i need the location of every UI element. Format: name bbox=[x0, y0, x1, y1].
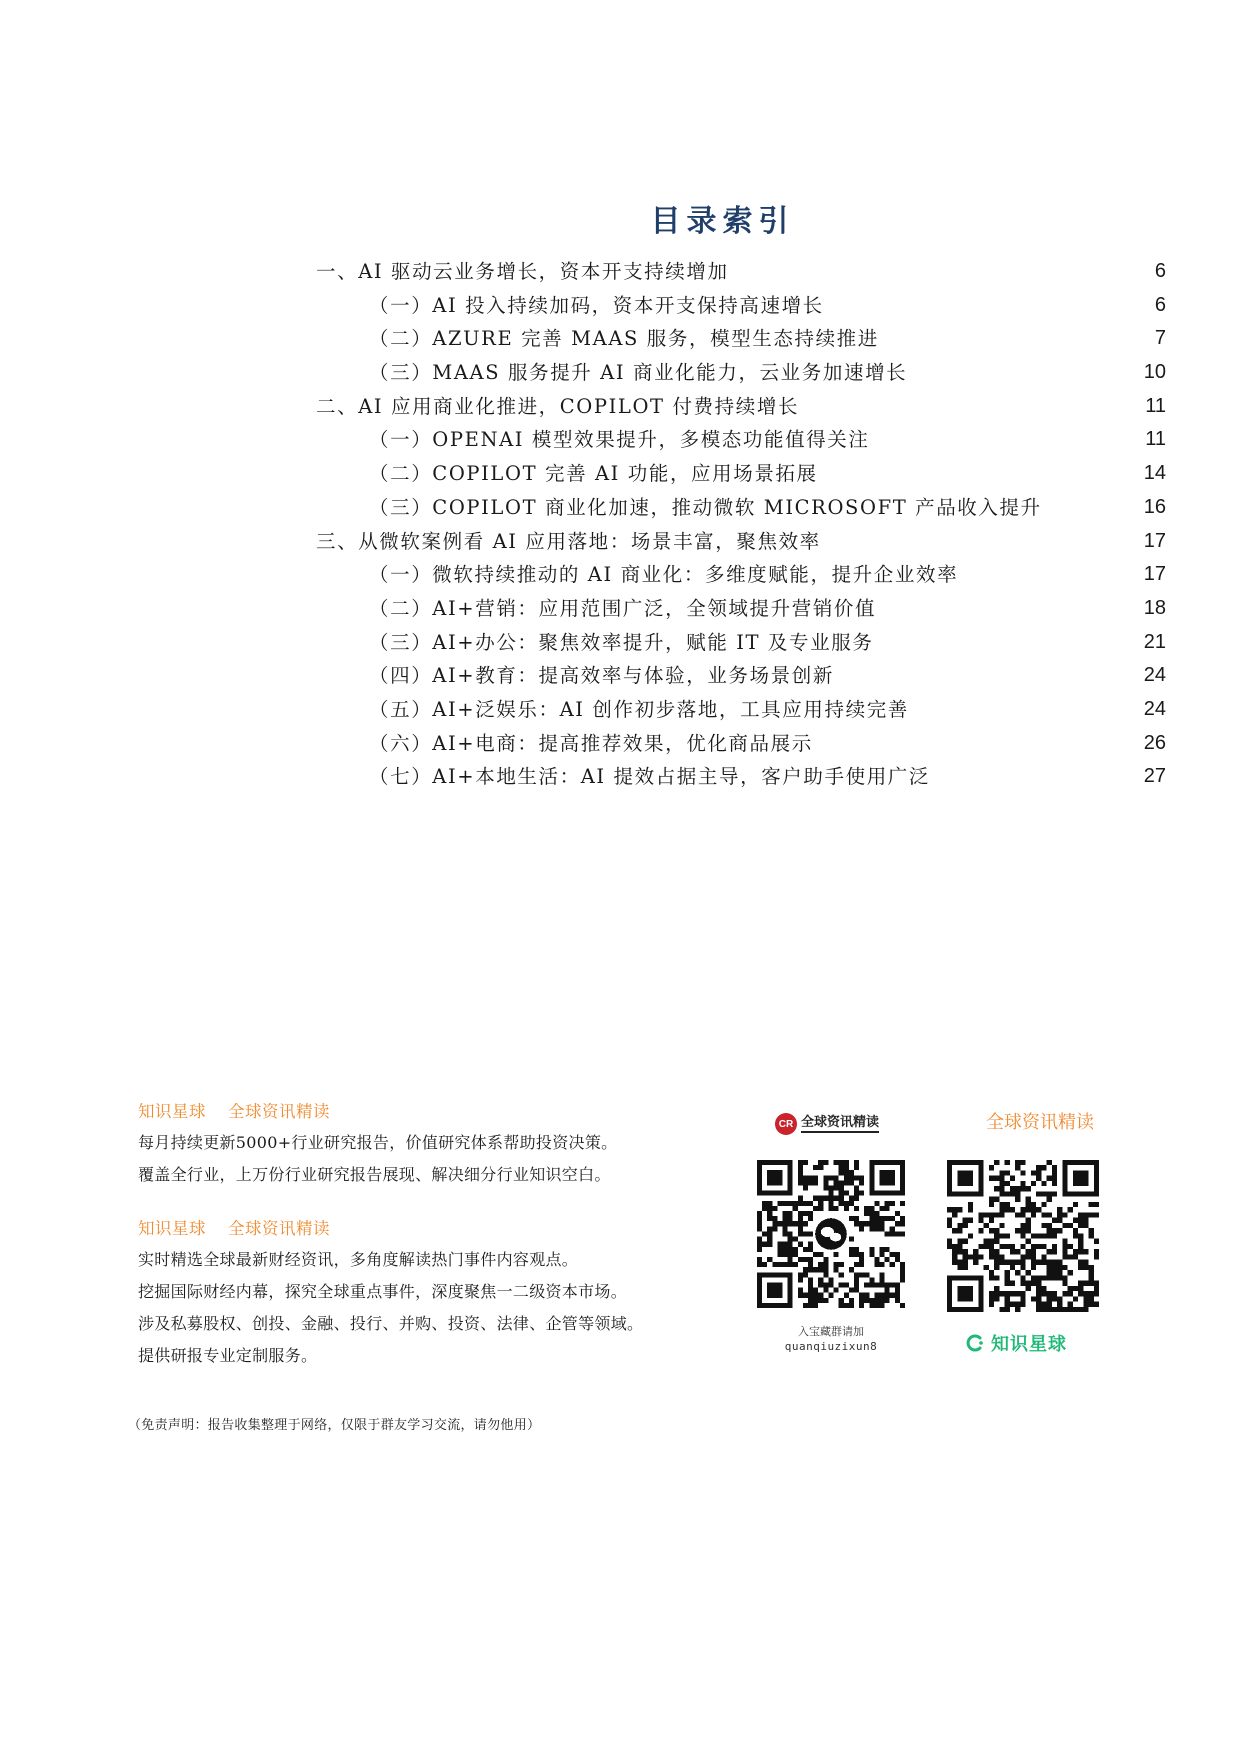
promo-heading-sub: 全球资讯精读 bbox=[228, 1102, 330, 1121]
promo-line: 每月持续更新5000+行业研究报告，价值研究体系帮助投资决策。 bbox=[138, 1133, 618, 1152]
toc-entry-page: 11 bbox=[1145, 394, 1166, 417]
toc-entry-title: （二）AI+营销：应用范围广泛，全领域提升营销价值 bbox=[369, 596, 877, 620]
toc-entry-title: （三）COPILOT 商业化加速，推动微软 MICROSOFT 产品收入提升 bbox=[369, 495, 1042, 519]
toc-entry[interactable] bbox=[316, 423, 1166, 457]
toc-entry-title: （一）OPENAI 模型效果提升，多模态功能值得关注 bbox=[369, 428, 870, 452]
toc-entry[interactable] bbox=[316, 760, 1166, 794]
toc-entry[interactable] bbox=[316, 558, 1166, 592]
qr-right-heading: 全球资讯精读 bbox=[986, 1112, 1094, 1133]
toc-entry-title: （一）AI 投入持续加码，资本开支保持高速增长 bbox=[369, 293, 824, 317]
toc-title: 目录索引 bbox=[650, 204, 795, 239]
toc-entry-page: 16 bbox=[1143, 495, 1166, 518]
toc-entry-page: 21 bbox=[1143, 630, 1166, 653]
promo-line: 涉及私募股权、创投、金融、投行、并购、投资、法律、企管等领域。 bbox=[138, 1314, 644, 1333]
toc-entry[interactable] bbox=[316, 727, 1166, 761]
toc-entry[interactable] bbox=[316, 322, 1166, 356]
zsxq-brand bbox=[965, 1330, 1067, 1356]
toc-entry-page: 18 bbox=[1143, 596, 1166, 619]
zsxq-logo-icon bbox=[965, 1333, 985, 1353]
toc-entry-page: 17 bbox=[1143, 563, 1166, 586]
toc-entry-page: 6 bbox=[1154, 293, 1166, 316]
cr-brand-text: 全球资讯精读 bbox=[801, 1115, 879, 1133]
toc-entry-page: 17 bbox=[1143, 529, 1166, 552]
promo-block-subscription bbox=[138, 1097, 718, 1191]
toc-entry-page: 26 bbox=[1143, 731, 1166, 754]
toc-entry-title: （五）AI+泛娱乐：AI 创作初步落地，工具应用持续完善 bbox=[369, 697, 909, 721]
toc-entry[interactable] bbox=[316, 390, 1166, 424]
cr-brand-logo bbox=[775, 1112, 895, 1136]
qr-wechat-id: quanqiuzixun8 bbox=[784, 1340, 878, 1353]
toc-entry-title: （七）AI+本地生活：AI 提效占据主导，客户助手使用广泛 bbox=[369, 765, 931, 789]
toc-entry-title: （三）MAAS 服务提升 AI 商业化能力，云业务加速增长 bbox=[369, 361, 908, 385]
promo-line: 实时精选全球最新财经资讯，多角度解读热门事件内容观点。 bbox=[138, 1250, 579, 1269]
zsxq-qr-code[interactable] bbox=[947, 1160, 1099, 1312]
toc-entry-page: 11 bbox=[1145, 428, 1166, 451]
toc-entry[interactable] bbox=[316, 289, 1166, 323]
toc-entry-page: 6 bbox=[1154, 260, 1166, 282]
toc-entry[interactable] bbox=[316, 491, 1166, 525]
toc-entry-page: 24 bbox=[1143, 664, 1166, 687]
zsxq-brand-text: 知识星球 bbox=[991, 1334, 1067, 1355]
toc-entry[interactable] bbox=[316, 626, 1166, 660]
toc-entry-title: 二、AI 应用商业化推进，COPILOT 付费持续增长 bbox=[316, 394, 800, 418]
toc-entry[interactable] bbox=[316, 592, 1166, 626]
qr-caption: 入宝藏群请加 bbox=[798, 1325, 864, 1338]
promo-block-news bbox=[138, 1214, 718, 1372]
toc-entry-page: 24 bbox=[1143, 697, 1166, 720]
toc-entry[interactable] bbox=[316, 525, 1166, 559]
promo-heading-brand: 知识星球 bbox=[138, 1219, 206, 1238]
wechat-qr-code[interactable] bbox=[757, 1160, 905, 1308]
toc-entry-page: 14 bbox=[1143, 462, 1166, 485]
toc-entry[interactable] bbox=[316, 693, 1166, 727]
disclaimer: （免责声明：报告收集整理于网络，仅限于群友学习交流，请勿他用） bbox=[128, 1418, 541, 1433]
toc-list bbox=[316, 255, 1166, 794]
toc-entry-title: （一）微软持续推动的 AI 商业化：多维度赋能，提升企业效率 bbox=[369, 563, 959, 587]
promo-heading-brand: 知识星球 bbox=[138, 1102, 206, 1121]
toc-entry-page: 7 bbox=[1154, 327, 1166, 350]
toc-entry[interactable] bbox=[316, 457, 1166, 491]
toc-entry-page: 27 bbox=[1143, 765, 1166, 788]
promo-heading bbox=[138, 1214, 718, 1244]
toc-entry-title: 一、AI 驱动云业务增长，资本开支持续增加 bbox=[316, 260, 729, 283]
toc-entry-title: （二）AZURE 完善 MAAS 服务，模型生态持续推进 bbox=[369, 327, 879, 351]
promo-heading-sub: 全球资讯精读 bbox=[228, 1219, 330, 1238]
toc-entry-page: 10 bbox=[1143, 361, 1166, 384]
promo-line: 提供研报专业定制服务。 bbox=[138, 1346, 318, 1365]
toc-entry[interactable] bbox=[316, 356, 1166, 390]
toc-entry-title: （四）AI+教育：提高效率与体验，业务场景创新 bbox=[369, 664, 834, 688]
toc-entry[interactable] bbox=[316, 255, 1166, 289]
toc-entry-title: （六）AI+电商：提高推荐效果，优化商品展示 bbox=[369, 731, 813, 755]
toc-entry[interactable] bbox=[316, 659, 1166, 693]
promo-line: 覆盖全行业，上万份行业研究报告展现、解决细分行业知识空白。 bbox=[138, 1165, 611, 1184]
toc-entry-title: 三、从微软案例看 AI 应用落地：场景丰富，聚焦效率 bbox=[316, 529, 821, 553]
toc-entry-title: （三）AI+办公：聚焦效率提升，赋能 IT 及专业服务 bbox=[369, 630, 874, 654]
cr-logo-icon: CR bbox=[775, 1113, 797, 1135]
promo-line: 挖掘国际财经内幕，探究全球重点事件，深度聚焦一二级资本市场。 bbox=[138, 1282, 628, 1301]
promo-heading bbox=[138, 1097, 718, 1127]
toc-entry-title: （二）COPILOT 完善 AI 功能，应用场景拓展 bbox=[369, 462, 818, 486]
